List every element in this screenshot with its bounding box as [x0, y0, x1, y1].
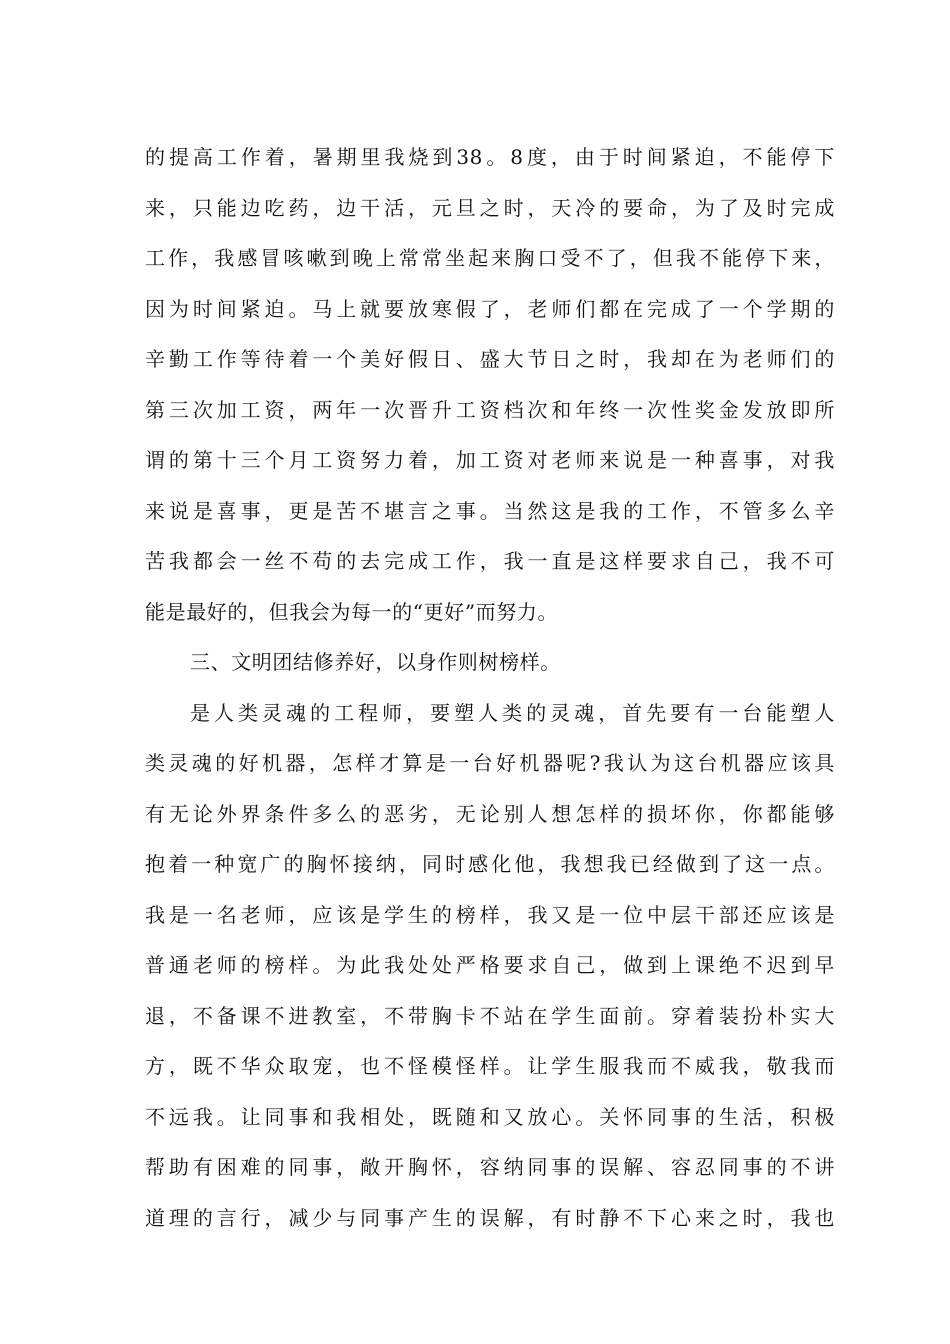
text-line: 道理的言行，减少与同事产生的误解，有时静不下心来之时，我也: [145, 1205, 835, 1230]
paragraph-first-line: 是人类灵魂的工程师，要塑人类的灵魂，首先要有一台能塑人: [190, 700, 835, 725]
text-line: 能是最好的，但我会为每一的“更好”而努力。: [145, 599, 559, 624]
text-line: 第三次加工资，两年一次晋升工资档次和年终一次性奖金发放即所: [145, 397, 835, 422]
text-line: 谓的第十三个月工资努力着，加工资对老师来说是一种喜事，对我: [145, 448, 835, 472]
text-line: 因为时间紧迫。马上就要放寒假了，老师们都在完成了一个学期的: [145, 296, 835, 321]
text-line: 退，不备课不进教室，不带胸卡不站在学生面前。穿着装扮朴实大: [145, 1003, 835, 1028]
text-line: 辛勤工作等待着一个美好假日、盛大节日之时，我却在为老师们的: [145, 347, 835, 371]
text-line: 有无论外界条件多么的恶劣，无论别人想怎样的损坏你，你都能够: [145, 801, 835, 826]
text-line: 不远我。让同事和我相处，既随和又放心。关怀同事的生活，积极: [145, 1104, 835, 1129]
section-heading: 三、文明团结修养好，以身作则树榜样。: [190, 650, 561, 674]
text-line: 类灵魂的好机器，怎样才算是一台好机器呢?我认为这台机器应该具: [145, 751, 835, 775]
text-line: 抱着一种宽广的胸怀接纳，同时感化他，我想我已经做到了这一点。: [145, 852, 835, 876]
text-line: 普通老师的榜样。为此我处处严格要求自己，做到上课绝不迟到早: [145, 953, 835, 977]
text-line: 来，只能边吃药，边干活，元旦之时，天冷的要命，为了及时完成: [145, 195, 835, 220]
text-line: 我是一名老师，应该是学生的榜样，我又是一位中层干部还应该是: [145, 902, 835, 927]
text-line: 工作，我感冒咳嗽到晚上常常坐起来胸口受不了，但我不能停下来，: [145, 246, 835, 270]
text-line: 的提高工作着，暑期里我烧到38。8度，由于时间紧迫，不能停下: [145, 145, 835, 169]
text-line: 来说是喜事，更是苦不堪言之事。当然这是我的工作，不管多么辛: [145, 498, 835, 523]
text-line: 帮助有困难的同事，敞开胸怀，容纳同事的误解、容忍同事的不讲: [145, 1155, 835, 1179]
text-line: 苦我都会一丝不苟的去完成工作，我一直是这样要求自己，我不可: [145, 549, 835, 573]
body-text: [145, 132, 835, 1243]
text-line: 方，既不华众取宠，也不怪模怪样。让学生服我而不威我，敬我而: [145, 1054, 835, 1078]
